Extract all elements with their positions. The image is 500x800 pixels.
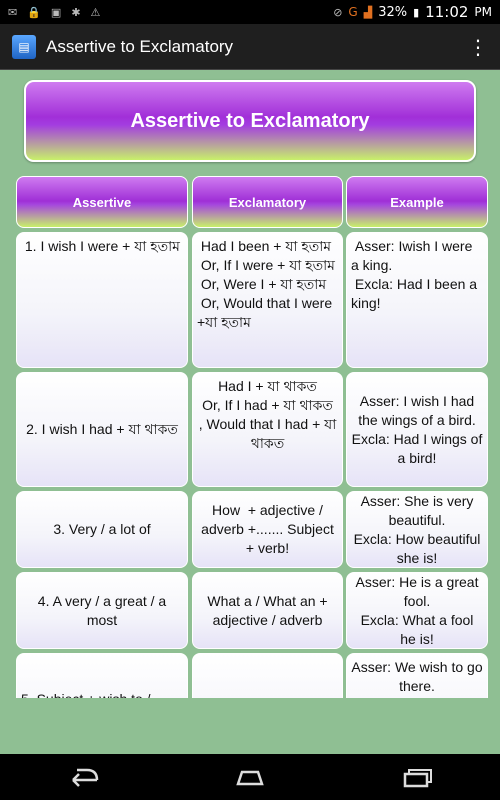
status-bar — [0, 0, 500, 24]
row4-assertive: 4. A very / a great / a most — [16, 572, 188, 649]
header-assertive: Assertive — [16, 176, 188, 228]
overflow-menu-icon[interactable]: ⋮ — [468, 34, 488, 59]
home-button[interactable] — [220, 757, 280, 797]
back-icon — [65, 766, 101, 788]
clock-time: 11:02 — [425, 3, 469, 21]
header-exclamatory: Exclamatory — [192, 176, 343, 228]
row5-example: Asser: We wish to go there. — [346, 653, 488, 754]
row2-exclamatory: Had I + যা থাকত Or, If I had + যা থাকত , Would that I had + যা থাকত — [192, 372, 343, 487]
message-icon: ✉ — [8, 5, 18, 19]
lock-icon: 🔒 — [27, 5, 41, 19]
header-example: Example — [346, 176, 488, 228]
battery-icon: ▮ — [413, 5, 420, 19]
scroll-clip — [0, 698, 500, 754]
row3-example: Asser: She is very beautiful. Excla: How beautiful she is! — [346, 491, 488, 568]
row3-assertive: 3. Very / a lot of — [16, 491, 188, 568]
signal-letter: G — [348, 5, 358, 19]
back-button[interactable] — [53, 757, 113, 797]
app-book-icon[interactable]: ▤ — [12, 35, 36, 59]
app-title: Assertive to Exclamatory — [46, 36, 234, 56]
row1-assertive: 1. I wish I were + যা হতাম — [16, 232, 188, 368]
signal-icon: ▟ — [363, 5, 373, 19]
row2-example: Asser: I wish I had the wings of a bird. Excla: Had I wings of a bird! — [346, 372, 488, 487]
bug-icon: ✱ — [71, 5, 81, 19]
row3-exclamatory: How + adjective / adverb +....... Subject + verb! — [192, 491, 343, 568]
no-data-icon: ⊘ — [333, 5, 343, 19]
clock-suffix: PM — [474, 5, 492, 19]
image-icon: ▣ — [50, 5, 62, 19]
recent-apps-button[interactable] — [387, 757, 447, 797]
home-icon — [232, 766, 268, 788]
row1-exclamatory: Had I been + যা হতাম Or, If I were + যা হতাম Or, Were I + যা হতাম Or, Would that I were +যা হতাম — [192, 232, 343, 368]
row4-example: Asser: He is a great fool. Excla: What a fool he is! — [346, 572, 488, 649]
content-area[interactable] — [0, 70, 500, 754]
recent-apps-icon — [399, 766, 435, 788]
navigation-bar — [0, 754, 500, 800]
row1-example: Asser: Iwish I were a king. Excla: Had I been a king! — [346, 232, 488, 368]
action-bar — [0, 24, 500, 70]
row2-assertive: 2. I wish I had + যা থাকত — [16, 372, 188, 487]
battery-percent: 32% — [378, 4, 408, 20]
banner-title: Assertive to Exclamatory — [24, 80, 476, 162]
warning-icon: ⚠ — [90, 5, 101, 19]
row4-exclamatory: What a / What an + adjective / adverb — [192, 572, 343, 649]
